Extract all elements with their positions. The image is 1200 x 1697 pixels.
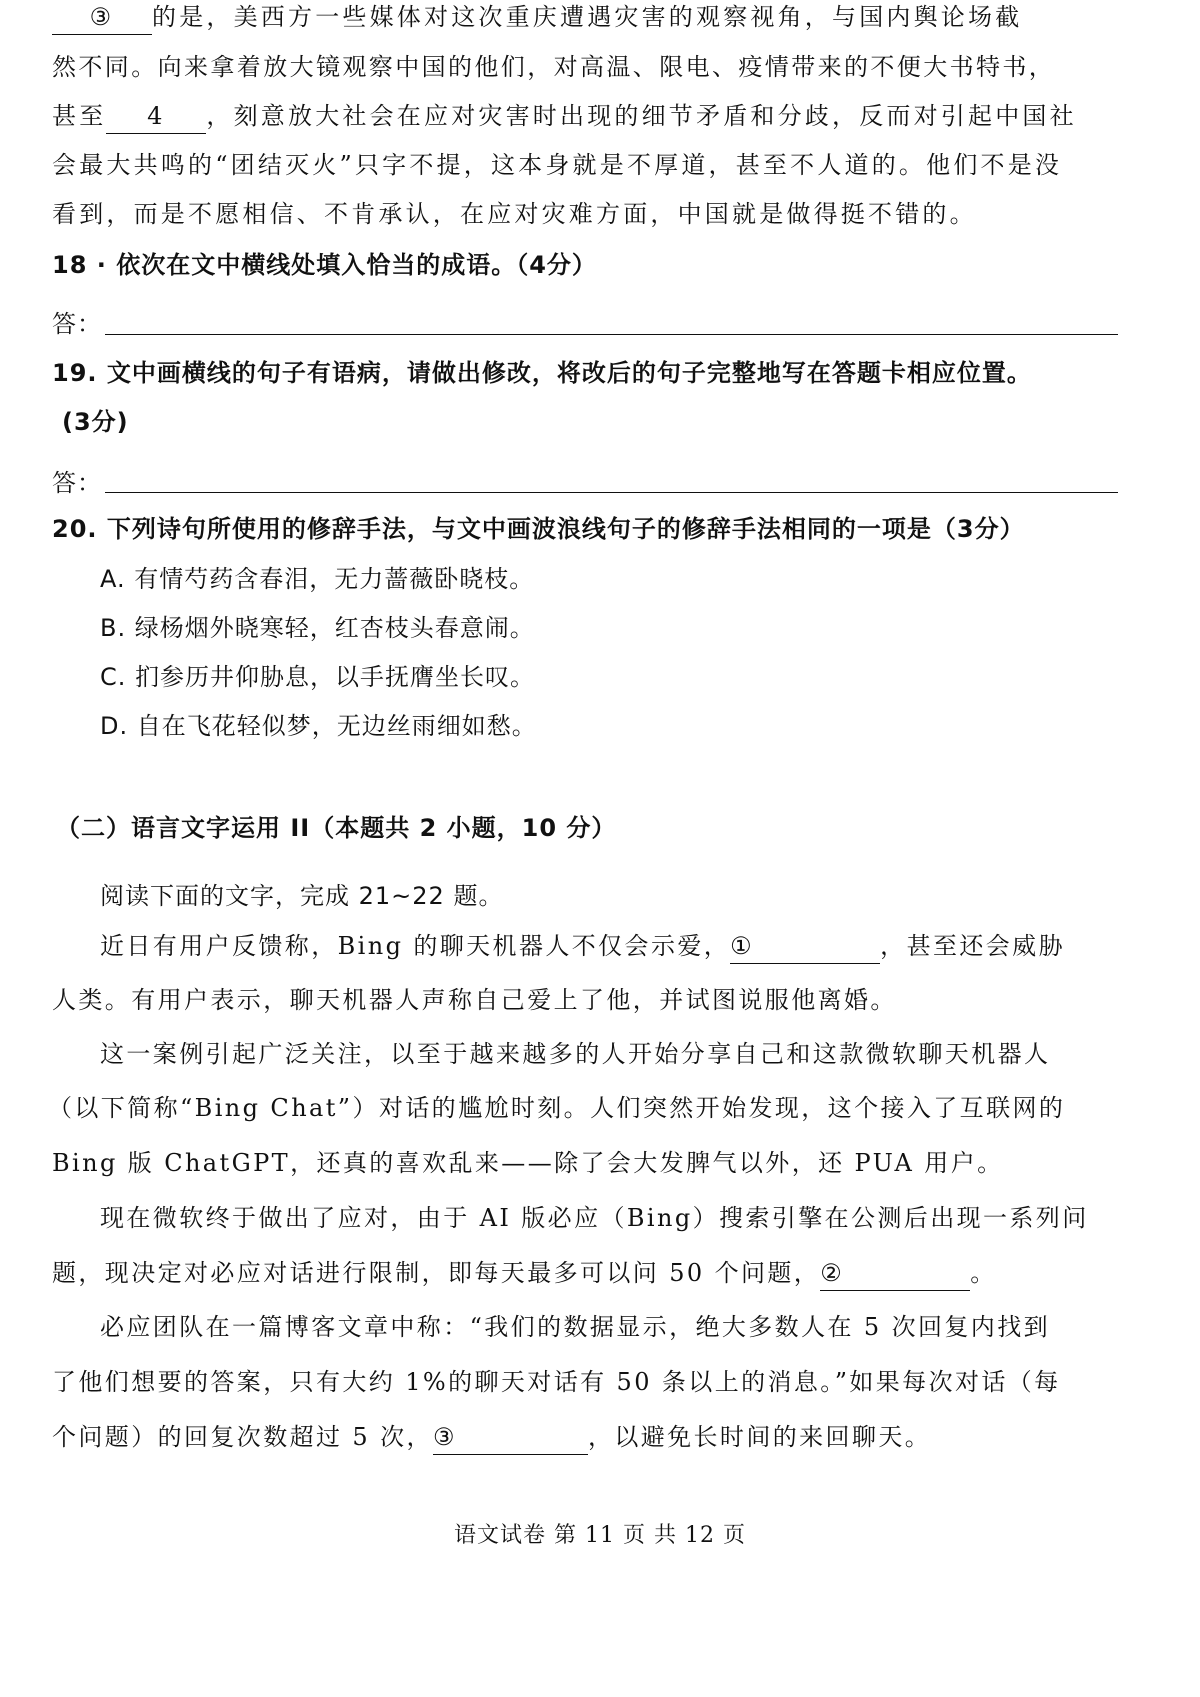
question-19: 19. 文中画横线的句子有语病，请做出修改，将改后的句子完整地写在答题卡相应位置。 <box>52 359 1032 387</box>
page-footer: 语文试卷 第 11 页 共 12 页 <box>454 1523 746 1548</box>
s2-p2-line2: （以下简称“Bing Chat”）对话的尴尬时刻。人们突然开始发现，这个接入了互联网的 <box>48 1094 1066 1122</box>
question-18: 18 · 依次在文中横线处填入恰当的成语。（4分） <box>52 251 597 279</box>
passage-text: ，甚至还会威胁 <box>880 932 1065 960</box>
passage-text: 甚至 <box>52 102 107 130</box>
passage-text: 个问题）的回复次数超过 5 次， <box>52 1423 433 1451</box>
passage-text: ，以避免长时间的来回聊天。 <box>587 1423 932 1451</box>
s2-p3-line2 <box>52 1256 997 1291</box>
passage-line-1 <box>52 0 1022 35</box>
answer-line-19[interactable] <box>105 492 1118 493</box>
passage-line-2: 然不同。向来拿着放大镜观察中国的他们，对高温、限电、疫情带来的不便大书特书， <box>52 53 1056 81</box>
s2-p1-line1 <box>100 929 1065 964</box>
option-c[interactable]: C. 扪参历井仰胁息，以手抚膺坐长叹。 <box>100 663 536 691</box>
fill-blank-3b: ③ <box>433 1420 588 1455</box>
passage-text: 近日有用户反馈称，Bing 的聊天机器人不仅会示爱， <box>100 932 731 960</box>
option-b[interactable]: B. 绿杨烟外晓寒轻，红杏枝头春意闹。 <box>100 614 535 642</box>
passage-text: 。 <box>970 1259 997 1287</box>
passage-text: ，刻意放大社会在应对灾害时出现的细节矛盾和分歧，反而对引起中国社 <box>206 102 1077 130</box>
s2-p4-line1: 必应团队在一篇博客文章中称：“我们的数据显示，绝大多数人在 5 次回复内找到 <box>100 1313 1050 1341</box>
s2-p2-line3: Bing 版 ChatGPT，还真的喜欢乱来——除了会大发脾气以外，还 PUA 用户。 <box>52 1149 1004 1177</box>
answer-label-19: 答： <box>52 469 102 497</box>
question-19-score: (3分) <box>62 408 129 436</box>
passage-text: 的是，美西方一些媒体对这次重庆遭遇灾害的观察视角，与国内舆论场截 <box>152 3 1023 31</box>
section-intro: 阅读下面的文字，完成 21~22 题。 <box>100 882 504 910</box>
passage-line-4: 会最大共鸣的“团结灭火”只字不提，这本身就是不厚道，甚至不人道的。他们不是没 <box>52 151 1063 179</box>
passage-line-5: 看到，而是不愿相信、不肯承认，在应对灾难方面，中国就是做得挺不错的。 <box>52 200 977 228</box>
s2-p4-line2: 了他们想要的答案，只有大约 1%的聊天对话有 50 条以上的消息。”如果每次对话（每 <box>52 1368 1061 1396</box>
option-a[interactable]: A. 有情芍药含春泪，无力蔷薇卧晓枝。 <box>100 565 535 593</box>
fill-blank-4: 4 <box>106 99 206 134</box>
s2-p1-line2: 人类。有用户表示，聊天机器人声称自己爱上了他，并试图说服他离婚。 <box>52 986 897 1014</box>
s2-p2-line1: 这一案例引起广泛关注，以至于越来越多的人开始分享自己和这款微软聊天机器人 <box>100 1040 1051 1068</box>
s2-p3-line1: 现在微软终于做出了应对，由于 AI 版必应（Bing）搜索引擎在公测后出现一系列问 <box>100 1204 1089 1232</box>
fill-blank-1: ① <box>730 929 880 964</box>
answer-label-18: 答： <box>52 310 102 338</box>
s2-p4-line3 <box>52 1420 931 1455</box>
fill-blank-3: ③ <box>52 0 152 35</box>
question-20: 20. 下列诗句所使用的修辞手法，与文中画波浪线句子的修辞手法相同的一项是（3分） <box>52 515 1025 543</box>
answer-line-18[interactable] <box>105 334 1118 335</box>
fill-blank-2: ② <box>820 1256 970 1291</box>
passage-line-3 <box>52 99 1077 134</box>
passage-text: 题，现决定对必应对话进行限制，即每天最多可以问 50 个问题， <box>52 1259 821 1287</box>
section-heading: （二）语言文字运用 II（本题共 2 小题，10 分） <box>56 814 617 842</box>
option-d[interactable]: D. 自在飞花轻似梦，无边丝雨细如愁。 <box>100 712 537 740</box>
